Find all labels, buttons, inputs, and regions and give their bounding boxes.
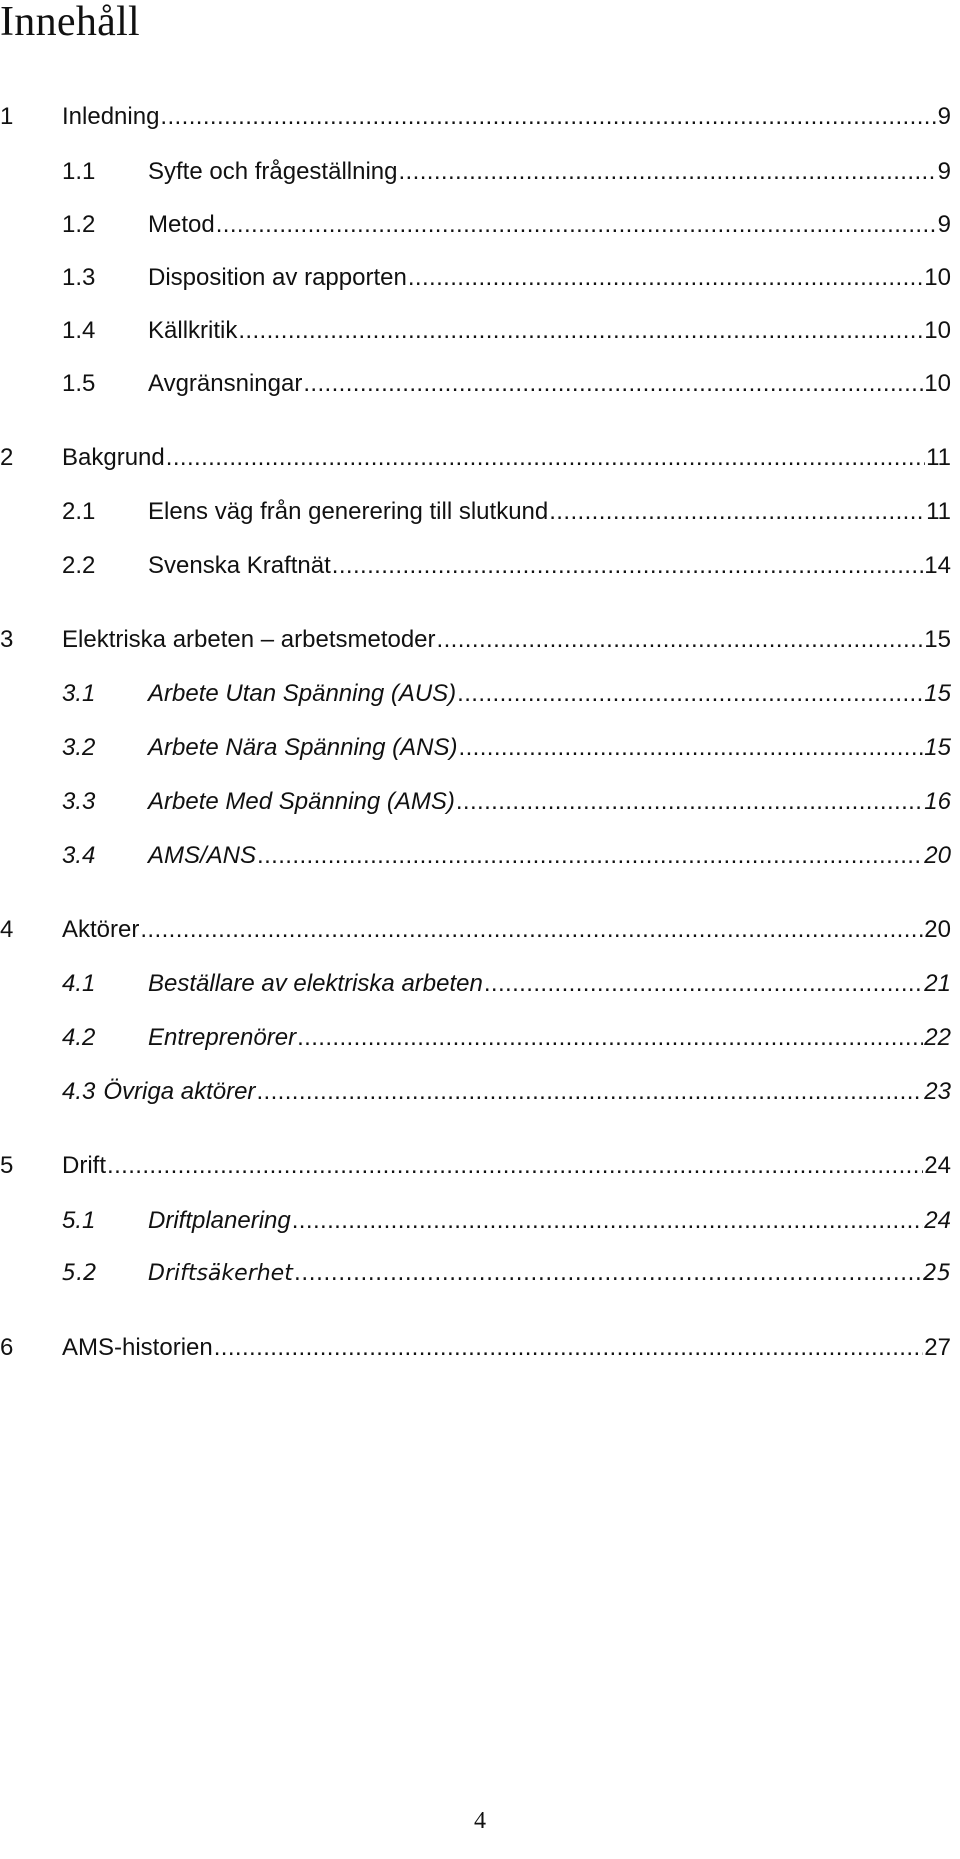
toc-dot-leader	[214, 1330, 924, 1366]
toc-entry-number: 1.1	[62, 158, 96, 185]
toc-entry[interactable]	[0, 440, 951, 476]
toc-entry-title: Elektriska arbeten – arbetsmetoder	[62, 626, 436, 653]
toc-entry[interactable]	[0, 730, 951, 766]
toc-dot-leader	[297, 1020, 923, 1056]
toc-entry-page: 24	[924, 1152, 951, 1179]
toc-entry[interactable]	[0, 966, 951, 1002]
toc-entry[interactable]	[0, 494, 951, 530]
toc-entry-number: 4.3	[62, 1078, 96, 1105]
toc-dot-leader	[160, 99, 936, 135]
toc-entry-number: 2.2	[62, 552, 96, 579]
toc-entry-page: 15	[924, 680, 951, 707]
toc-entry-page: 23	[924, 1078, 951, 1105]
toc-entry-page: 9	[937, 103, 951, 130]
toc-dot-leader	[256, 1074, 923, 1110]
toc-dot-leader	[484, 966, 923, 1002]
toc-entry-page: 15	[924, 626, 951, 653]
toc-entry[interactable]	[0, 366, 951, 402]
toc-entry-page: 11	[926, 444, 951, 471]
toc-dot-leader	[459, 730, 924, 766]
toc-dot-leader	[437, 622, 924, 658]
toc-dot-leader	[303, 366, 923, 402]
toc-dot-leader	[216, 207, 937, 243]
toc-dot-leader	[238, 313, 923, 349]
toc-entry-number: 3.3	[62, 788, 96, 815]
toc-entry-page: 10	[924, 317, 951, 344]
toc-entry-number: 4.1	[62, 970, 96, 997]
toc-entry-title: Driftplanering	[148, 1207, 291, 1234]
toc-entry[interactable]	[0, 622, 951, 658]
toc-entry-number: 5	[0, 1152, 14, 1179]
toc-entry-title: Övriga aktörer	[103, 1078, 256, 1105]
toc-entry[interactable]	[0, 1330, 951, 1366]
toc-entry-number: 2.1	[62, 498, 96, 525]
toc-entry[interactable]	[0, 838, 951, 874]
toc-entry[interactable]	[0, 676, 951, 712]
toc-entry-page: 20	[924, 842, 951, 869]
toc-dot-leader	[457, 676, 923, 712]
toc-entry-title: AMS/ANS	[148, 842, 257, 869]
toc-dot-leader	[332, 548, 924, 584]
toc-entry[interactable]	[0, 154, 951, 190]
toc-entry[interactable]	[0, 1020, 951, 1056]
toc-entry-number: 3	[0, 626, 14, 653]
toc-dot-leader	[408, 260, 923, 296]
toc-entry-page: 15	[924, 734, 951, 761]
toc-entry-page: 9	[937, 158, 951, 185]
toc-dot-leader	[292, 1203, 924, 1239]
toc-entry[interactable]	[0, 548, 951, 584]
toc-entry[interactable]	[0, 1203, 951, 1239]
toc-entry[interactable]	[0, 1256, 951, 1292]
toc-entry-number: 4	[0, 916, 14, 943]
toc-entry-page: 21	[924, 970, 951, 997]
toc-entry-number: 4.2	[62, 1024, 96, 1051]
toc-entry-title: Arbete Med Spänning (AMS)	[148, 788, 455, 815]
toc-dot-leader	[398, 154, 936, 190]
toc-entry-title: Drift	[62, 1152, 106, 1179]
toc-entry-number: 1.4	[62, 317, 96, 344]
toc-entry[interactable]	[0, 912, 951, 948]
toc-entry-title: Disposition av rapporten	[148, 264, 407, 291]
toc-entry[interactable]	[0, 1148, 951, 1184]
toc-entry-page: 16	[924, 788, 951, 815]
toc-entry-title: Arbete Utan Spänning (AUS)	[148, 680, 457, 707]
toc-dot-leader	[166, 440, 925, 476]
toc-dot-leader	[294, 1256, 922, 1292]
toc-entry-title: Entreprenörer	[148, 1024, 297, 1051]
toc-entry-number: 1	[0, 103, 14, 130]
toc-entry[interactable]	[0, 207, 951, 243]
toc-entry[interactable]	[0, 99, 951, 135]
toc-entry-number: 1.3	[62, 264, 96, 291]
toc-dot-leader	[140, 912, 923, 948]
toc-entry[interactable]	[0, 784, 951, 820]
toc-entry-page: 11	[926, 498, 951, 525]
toc-entry-page: 20	[924, 916, 951, 943]
toc-entry[interactable]	[0, 313, 951, 349]
toc-entry-page: 10	[924, 264, 951, 291]
toc-entry-number: 5.2	[62, 1261, 97, 1286]
toc-entry-page: 27	[924, 1334, 951, 1361]
page-number: 4	[474, 1808, 486, 1834]
toc-entry-title: Avgränsningar	[148, 370, 303, 397]
page-title: Innehåll	[0, 0, 141, 45]
toc-entry-number: 5.1	[62, 1207, 96, 1234]
toc-entry-page: 25	[923, 1261, 951, 1286]
toc-entry-number: 1.2	[62, 211, 96, 238]
toc-entry-page: 14	[924, 552, 951, 579]
toc-dot-leader	[456, 784, 923, 820]
toc-entry-number: 2	[0, 444, 14, 471]
toc-entry-title: Driftsäkerhet	[148, 1261, 293, 1286]
toc-dot-leader	[549, 494, 925, 530]
toc-entry-title: Svenska Kraftnät	[148, 552, 331, 579]
toc-entry-number: 3.4	[62, 842, 96, 869]
toc-entry-page: 9	[937, 211, 951, 238]
toc-entry-title: Beställare av elektriska arbeten	[148, 970, 483, 997]
toc-entry-number: 1.5	[62, 370, 96, 397]
toc-entry[interactable]	[0, 1074, 951, 1110]
toc-entry[interactable]	[0, 260, 951, 296]
toc-entry-title: Arbete Nära Spänning (ANS)	[148, 734, 458, 761]
toc-entry-title: Inledning	[62, 103, 160, 130]
toc-entry-title: Syfte och frågeställning	[148, 158, 398, 185]
toc-entry-title: Aktörer	[62, 916, 140, 943]
toc-entry-page: 10	[924, 370, 951, 397]
toc-entry-page: 24	[924, 1207, 951, 1234]
toc-entry-title: Elens väg från generering till slutkund	[148, 498, 549, 525]
toc-entry-title: Metod	[148, 211, 215, 238]
toc-entry-page: 22	[924, 1024, 951, 1051]
toc-entry-title: Bakgrund	[62, 444, 165, 471]
toc-entry-number: 6	[0, 1334, 14, 1361]
toc-dot-leader	[107, 1148, 923, 1184]
toc-entry-title: AMS-historien	[62, 1334, 213, 1361]
toc-dot-leader	[257, 838, 923, 874]
toc-entry-title: Källkritik	[148, 317, 238, 344]
toc-entry-number: 3.1	[62, 680, 96, 707]
toc-entry-number: 3.2	[62, 734, 96, 761]
